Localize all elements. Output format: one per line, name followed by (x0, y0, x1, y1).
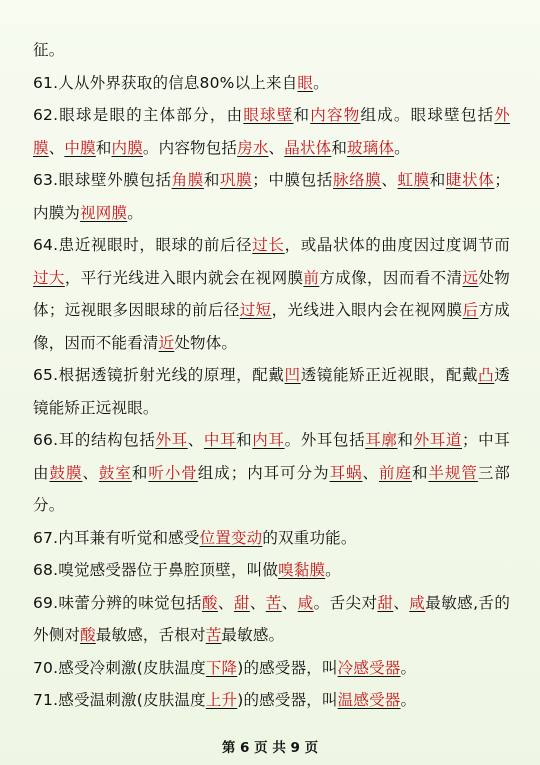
answer-highlight: 咸 (409, 593, 426, 612)
paragraph-text: 。内容物包括 (142, 138, 238, 157)
answer-highlight: 咸 (297, 593, 314, 612)
paragraph (33, 34, 510, 67)
paragraph-text: ；中耳由 (33, 431, 511, 482)
paragraph (33, 164, 510, 229)
paragraph-text: 最敏感,舌的外侧对 (33, 593, 511, 644)
answer-highlight: 温感受器 (337, 691, 401, 709)
paragraph-text: 和 (397, 431, 414, 449)
answer-highlight: 巩膜 (220, 171, 253, 189)
paragraph-text: 69.味蕾分辨的味觉包括 (33, 593, 202, 612)
paragraph (33, 424, 510, 522)
paragraph-text: 和 (331, 138, 348, 157)
paragraph-text: 、 (187, 431, 204, 449)
answer-highlight: 上升 (205, 691, 238, 709)
paragraph-text: 67.内耳兼有听觉和感受 (33, 528, 200, 547)
answer-highlight: 过长 (252, 236, 285, 254)
paragraph (33, 522, 510, 555)
paragraph-text: ，或晶状体的曲度因过度调节而 (284, 236, 510, 254)
answer-highlight: 眼球壁 (243, 106, 294, 124)
answer-highlight: 外膜 (33, 106, 510, 157)
paragraph-text: 、 (82, 463, 99, 482)
answer-highlight: 甜 (233, 593, 250, 612)
answer-highlight: 玻璃体 (347, 138, 395, 157)
answer-highlight: 前 (303, 268, 320, 287)
answer-highlight: 内膜 (111, 138, 143, 157)
paragraph-text: 68.嗅觉感受器位于鼻腔顶壁，叫做 (33, 561, 279, 579)
page-footer: 第 6 页 共 9 页 (221, 740, 319, 756)
answer-highlight: 位置变动 (199, 528, 263, 547)
paragraph-text: 、 (362, 463, 379, 482)
document-body (33, 34, 510, 717)
answer-highlight: 眼 (297, 73, 314, 92)
paragraph-text: 处物体。 (174, 333, 238, 352)
paragraph-text: 、 (48, 138, 65, 157)
paragraph-text: 。 (400, 658, 417, 677)
answer-highlight: 酸 (201, 593, 218, 612)
answer-highlight: 苦 (265, 593, 282, 612)
paragraph (33, 99, 510, 164)
paragraph-text: 组成。眼球壁包括 (360, 106, 495, 124)
paragraph-text: 62.眼球是眼的主体部分，由 (33, 106, 244, 124)
answer-highlight: 听小骨 (148, 463, 198, 482)
answer-highlight: 脉络膜 (332, 171, 382, 189)
paragraph-text: ；内膜为 (33, 171, 511, 222)
paragraph-text: 三部分。 (33, 463, 511, 514)
paragraph-text: 。外耳包括 (284, 431, 366, 449)
answer-highlight: 耳廓 (365, 431, 398, 449)
paragraph-text: ，平行光线进入眼内就会在视网膜 (64, 268, 304, 287)
answer-highlight: 近 (158, 333, 175, 352)
paragraph-text: 的双重功能。 (262, 528, 357, 547)
paragraph-text: ，光线进入眼内会在视网膜 (271, 301, 463, 319)
paragraph-text: 。 (400, 691, 417, 709)
paragraph-text: 征。 (33, 41, 65, 59)
paragraph (33, 67, 510, 100)
answer-highlight: 晶状体 (284, 138, 332, 157)
paragraph-text: 71.感受温刺激(皮肤温度 (33, 691, 206, 709)
paragraph-text: 组成；内耳可分为 (197, 463, 330, 482)
answer-highlight: 下降 (205, 658, 238, 677)
answer-highlight: 内容物 (310, 106, 361, 124)
answer-highlight: 视网膜 (80, 203, 128, 222)
answer-highlight: 嗅黏膜 (278, 561, 326, 579)
answer-highlight: 外耳道 (413, 431, 463, 449)
paragraph-text: 、 (381, 171, 398, 189)
answer-highlight: 鼓膜 (49, 463, 83, 482)
paragraph-text: 处物体；远视眼多因眼球的前后径 (33, 268, 510, 319)
answer-highlight: 过短 (239, 301, 272, 319)
answer-highlight: 酸 (80, 626, 96, 644)
paragraph-text: 66.耳的结构包括 (33, 431, 156, 449)
answer-highlight: 鼓室 (98, 463, 132, 482)
paragraph-text: 。 (325, 561, 341, 579)
answer-highlight: 前庭 (379, 463, 412, 482)
paragraph-text: 、 (393, 593, 410, 612)
paragraph-text: 最敏感，舌根对 (95, 626, 206, 644)
paragraph-text: 65.根据透镜折射光线的原理，配戴 (33, 366, 285, 384)
paragraph-text: 和 (411, 463, 429, 482)
paragraph-text: 、 (217, 593, 234, 612)
answer-highlight: 过大 (33, 268, 65, 287)
paragraph-text: )的感受器，叫 (237, 691, 338, 709)
paragraph-text: 64.患近视眼时，眼球的前后径 (33, 236, 253, 254)
paragraph-text: 透镜能矫正远视眼。 (33, 366, 510, 417)
paragraph-text: 方成像，因而不能看清 (33, 301, 510, 352)
answer-highlight: 中膜 (64, 138, 96, 157)
paragraph-text: 。 (127, 203, 143, 222)
paragraph-text: 最敏感。 (221, 626, 285, 644)
paragraph-text: 。 (394, 138, 410, 157)
answer-highlight: 内耳 (252, 431, 285, 449)
paragraph-text: 。舌尖对 (313, 593, 378, 612)
paragraph (33, 587, 510, 652)
paragraph-text: 、 (249, 593, 266, 612)
answer-highlight: 后 (462, 301, 479, 319)
answer-highlight: 虹膜 (397, 171, 430, 189)
answer-highlight: 中耳 (203, 431, 237, 449)
paragraph-text: )的感受器，叫 (237, 658, 338, 677)
answer-highlight: 凹 (284, 366, 301, 384)
answer-highlight: 外耳 (155, 431, 188, 449)
answer-highlight: 半规管 (428, 463, 478, 482)
paragraph-text: 和 (236, 431, 253, 449)
paragraph (33, 554, 510, 587)
answer-highlight: 苦 (205, 626, 222, 644)
answer-highlight: 睫状体 (445, 171, 495, 189)
answer-highlight: 远 (462, 268, 479, 287)
answer-highlight: 凸 (478, 366, 495, 384)
paragraph-text: 63.眼球壁外膜包括 (33, 171, 172, 189)
answer-highlight: 甜 (377, 593, 394, 612)
paragraph (33, 359, 510, 424)
paragraph (33, 652, 510, 685)
answer-highlight: 耳蜗 (329, 463, 363, 482)
answer-highlight: 冷感受器 (337, 658, 401, 677)
paragraph-text: 和 (131, 463, 149, 482)
paragraph-text: 。 (313, 73, 329, 92)
answer-highlight: 角膜 (171, 171, 204, 189)
paragraph-text: 和 (293, 106, 311, 124)
paragraph (33, 229, 510, 359)
paragraph-text: ；中膜包括 (252, 171, 333, 189)
paragraph-text: 和 (95, 138, 112, 157)
paragraph-text: 和 (429, 171, 446, 189)
paragraph-text: 透镜能矫正近视眼，配戴 (300, 366, 479, 384)
answer-highlight: 房水 (237, 138, 269, 157)
paragraph-text: 和 (203, 171, 221, 189)
paragraph-text: 方成像，因而看不清 (319, 268, 463, 287)
paragraph (33, 684, 510, 717)
paragraph-text: 61.人从外界获取的信息80%以上来自 (33, 73, 298, 92)
paragraph-text: 、 (281, 593, 298, 612)
paragraph-text: 、 (268, 138, 285, 157)
paragraph-text: 70.感受冷刺激(皮肤温度 (33, 658, 206, 677)
